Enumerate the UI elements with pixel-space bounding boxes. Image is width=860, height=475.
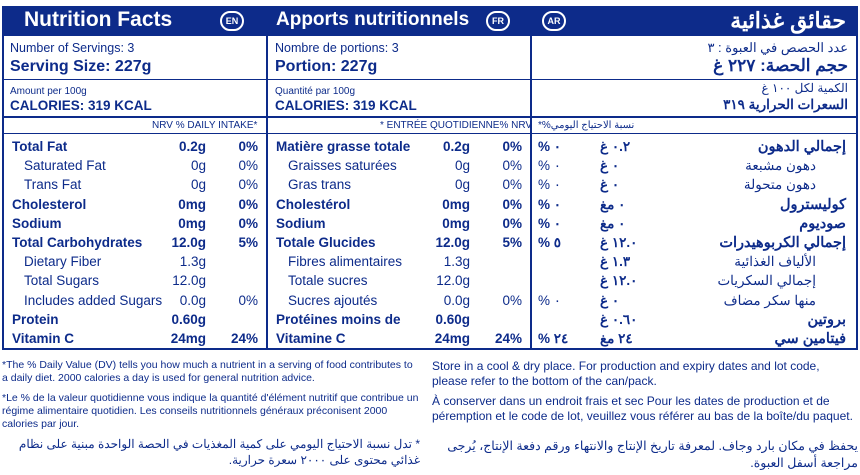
- ar-nutrient-name: صوديوم: [799, 215, 846, 232]
- en-nutrient-dv: 0%: [238, 215, 258, 231]
- ar-nutrient-amount: ١٢.٠ غ: [600, 273, 638, 289]
- storage-ar: يحفظ في مكان بارد وجاف. لمعرفة تاريخ الإنتاج والانتهاء ورقم دفعة الإنتاج، يُرجى مراجعة أسفل العبوة.: [447, 439, 858, 470]
- en-nutrient-name: Cholesterol: [12, 196, 87, 212]
- en-nutrient-name: Saturated Fat: [24, 158, 106, 174]
- ar-nutrient-amount: ٠ غ: [600, 292, 620, 308]
- ar-nutrient-dv: ٠ %: [538, 158, 562, 174]
- fr-nutrient-row: [268, 253, 530, 271]
- ar-nutrient-row: [532, 330, 856, 348]
- fr-footnote: *Le % de la valeur quotidienne vous indique la quantité d'élément nutritif que contribue un régime alimentaire quotidien. Les conseils nutritionnels généraux préconisent 2000 calories par jour.: [2, 392, 419, 430]
- en-nutrient-amount: 1.3g: [179, 254, 206, 270]
- ar-nutrient-row: [532, 311, 856, 329]
- ar-nutrient-name: الألياف الغذائية: [734, 254, 816, 270]
- fr-header: [268, 6, 530, 36]
- ar-nutrient-name: دهون مشبعة: [745, 158, 816, 174]
- fr-badge: FR: [486, 11, 510, 31]
- storage-fr: À conserver dans un endroit frais et sec Pour les dates de production et de péremption et le code de lot, veuillez vous référer au bas de la boîte/du paquet.: [432, 394, 853, 423]
- en-nutrient-name: Trans Fat: [24, 177, 82, 193]
- ar-nutrient-row: [532, 176, 856, 194]
- en-nutrient-row: [4, 311, 266, 329]
- fr-nutrient-dv: 0%: [502, 292, 522, 308]
- fr-nutrient-row: [268, 215, 530, 233]
- ar-nutrient-row: [532, 292, 856, 310]
- en-nutrient-name: Total Sugars: [24, 273, 100, 289]
- en-nutrient-dv: 0%: [238, 177, 258, 193]
- fr-nutrient-amount: 0mg: [442, 196, 470, 212]
- ar-nutrient-dv: ٠ %: [538, 139, 562, 154]
- en-amount-per: Amount per 100g: [10, 86, 87, 97]
- ar-nutrient-amount: ٠ غ: [600, 177, 620, 193]
- ar-dv-header: نسبة الاحتياج اليومي%*: [538, 120, 635, 131]
- en-servings: Number of Servings: 3: [10, 41, 135, 55]
- fr-nutrient-dv: 0%: [502, 177, 522, 193]
- en-nutrient-row: [4, 253, 266, 271]
- en-nutrient-row: [4, 196, 266, 214]
- ar-nutrient-name: إجمالي الدهون: [757, 139, 846, 155]
- serving-line: [2, 79, 858, 80]
- fr-nutrient-row: [268, 176, 530, 194]
- fr-nutrient-name: Vitamine C: [276, 331, 346, 346]
- ar-nutrient-name: إجمالي الكربوهيدرات: [719, 235, 846, 251]
- en-nutrient-name: Protein: [12, 311, 59, 327]
- en-nutrient-amount: 0.60g: [171, 311, 206, 327]
- en-nutrient-row: [4, 138, 266, 156]
- fr-nutrient-name: Graisses saturées: [288, 158, 397, 174]
- fr-nutrient-amount: 12.0g: [435, 235, 470, 250]
- en-nutrient-dv: 24%: [230, 331, 258, 346]
- fr-nutrient-name: Totale Glucides: [276, 235, 376, 250]
- ar-title: حقائق غذائية: [730, 8, 846, 33]
- storage-en: Store in a cool & dry place. For production and expiry dates and lot code, please refer to the bottom of the can/pack.: [432, 359, 820, 388]
- fr-servings: Nombre de portions: 3: [275, 41, 399, 55]
- fr-nutrient-row: [268, 292, 530, 310]
- divider-right: [856, 6, 858, 350]
- ar-nutrient-row: [532, 157, 856, 175]
- ar-nutrient-amount: ٠.٢ غ: [600, 139, 631, 154]
- ar-nutrient-amount: ٠ غ: [600, 158, 620, 174]
- fr-serving-size: Portion: 227g: [275, 58, 378, 75]
- fr-nutrient-row: [268, 157, 530, 175]
- en-footnote: *The % Daily Value (DV) tells you how much a nutrient in a serving of food contributes to a daily diet. 2000 calories a day is used for general nutrition advice.: [2, 359, 413, 384]
- en-nutrient-row: [4, 292, 266, 310]
- ar-calories: السعرات الحرارية ٣١٩: [723, 97, 848, 112]
- fr-nutrient-name: Totale sucres: [288, 273, 368, 289]
- fr-nutrient-amount: 24mg: [434, 331, 470, 346]
- en-nutrient-amount: 12.0g: [172, 273, 206, 289]
- en-header: [2, 6, 266, 36]
- ar-serving-size: حجم الحصة: ٢٢٧ غ: [713, 56, 848, 75]
- en-nutrient-name: Sodium: [12, 215, 62, 231]
- ar-nutrient-amount: ٠ مغ: [600, 215, 626, 231]
- en-nutrient-row: [4, 234, 266, 252]
- ar-nutrient-row: [532, 272, 856, 290]
- ar-nutrient-name: إجمالي السكريات: [717, 273, 816, 289]
- ar-nutrient-name: منها سكر مضاف: [723, 292, 816, 308]
- ar-nutrient-dv: ٠ %: [538, 292, 562, 308]
- ar-nutrient-dv: ٠ %: [538, 215, 562, 231]
- en-nutrient-amount: 0.0g: [179, 292, 206, 308]
- ar-nutrient-amount: ٢٤ مغ: [600, 331, 633, 346]
- en-nutrient-dv: 5%: [238, 235, 258, 250]
- fr-nutrient-row: [268, 272, 530, 290]
- fr-nutrient-dv: 0%: [502, 139, 522, 154]
- en-nutrient-name: Includes added Sugars: [24, 292, 163, 308]
- fr-amount-per: Quantité par 100g: [275, 86, 356, 97]
- ar-nutrient-amount: ٠ مغ: [600, 196, 626, 212]
- en-nutrient-amount: 24mg: [170, 331, 206, 346]
- ar-nutrient-amount: ١٢.٠ غ: [600, 235, 638, 250]
- fr-nutrient-name: Cholestérol: [276, 196, 351, 212]
- en-dv-header: NRV % DAILY INTAKE*: [152, 120, 258, 131]
- ar-footnote: * تدل نسبة الاحتياج اليومي على كمية المغذيات في الحصة الواحدة مبنية على نظام غذائي محتوى على ٢٠٠٠ سعرة حرارية.: [18, 437, 420, 467]
- en-nutrient-dv: 0%: [238, 292, 258, 308]
- ar-nutrient-name: كوليسترول: [779, 196, 846, 213]
- fr-nutrient-amount: 0g: [454, 158, 470, 174]
- ar-nutrient-name: بروتين: [807, 311, 846, 328]
- ar-nutrient-amount: ١.٣ غ: [600, 254, 631, 270]
- en-nutrient-amount: 0.2g: [178, 139, 206, 154]
- fr-nutrient-dv: 0%: [502, 215, 522, 231]
- ar-nutrient-dv: ٠ %: [538, 177, 562, 193]
- fr-dv-header: * ENTRÉE QUOTIDIENNE% NRV: [380, 120, 533, 131]
- en-nutrient-amount: 0g: [190, 158, 206, 174]
- en-nutrient-row: [4, 157, 266, 175]
- en-title: Nutrition Facts: [24, 8, 173, 31]
- en-nutrient-name: Vitamin C: [12, 331, 75, 346]
- en-nutrient-row: [4, 330, 266, 348]
- fr-nutrient-amount: 0g: [454, 177, 470, 193]
- fr-nutrient-row: [268, 330, 530, 348]
- fr-nutrient-name: Sodium: [276, 215, 326, 231]
- fr-nutrient-amount: 0mg: [442, 215, 470, 231]
- en-nutrient-dv: 0%: [238, 139, 258, 154]
- ar-amount-per: الكمية لكل ١٠٠ غ: [761, 81, 848, 95]
- en-calories: CALORIES: 319 KCAL: [10, 98, 152, 113]
- en-nutrient-amount: 12.0g: [171, 235, 206, 250]
- fr-nutrient-name: Fibres alimentaires: [288, 254, 403, 270]
- ar-nutrient-row: [532, 215, 856, 233]
- ar-nutrient-row: [532, 253, 856, 271]
- ar-badge: AR: [542, 11, 566, 31]
- ar-nutrient-name: دهون متحولة: [743, 177, 816, 193]
- en-nutrient-name: Dietary Fiber: [24, 254, 102, 270]
- en-serving-size: Serving Size: 227g: [10, 58, 152, 75]
- en-nutrient-name: Total Carbohydrates: [12, 235, 143, 250]
- fr-nutrient-amount: 0.2g: [442, 139, 470, 154]
- outer-bottom: [2, 348, 858, 350]
- fr-nutrient-dv: 5%: [502, 235, 522, 250]
- fr-nutrient-name: Sucres ajoutés: [288, 292, 378, 308]
- ar-nutrient-dv: ٢٤ %: [538, 331, 569, 346]
- ar-nutrient-dv: ٠ %: [538, 196, 562, 212]
- en-nutrient-row: [4, 176, 266, 194]
- en-nutrient-amount: 0g: [190, 177, 206, 193]
- en-nutrient-row: [4, 215, 266, 233]
- ar-nutrient-dv: ٥ %: [538, 235, 562, 250]
- ar-nutrient-row: [532, 196, 856, 214]
- ar-nutrient-amount: ٠.٦٠ غ: [600, 311, 638, 327]
- fr-nutrient-dv: 0%: [502, 196, 522, 212]
- fr-nutrient-amount: 1.3g: [443, 254, 470, 270]
- ar-nutrient-row: [532, 138, 856, 156]
- fr-nutrient-dv: 0%: [502, 158, 522, 174]
- en-nutrient-name: Total Fat: [12, 139, 68, 154]
- fr-nutrient-amount: 12.0g: [436, 273, 470, 289]
- ar-nutrient-name: فيتامين سي: [774, 331, 846, 347]
- fr-nutrient-name: Protéines moins de: [276, 311, 401, 327]
- fr-nutrient-row: [268, 138, 530, 156]
- fr-nutrient-row: [268, 196, 530, 214]
- fr-nutrient-row: [268, 311, 530, 329]
- en-nutrient-row: [4, 272, 266, 290]
- en-nutrient-dv: 0%: [238, 158, 258, 174]
- en-nutrient-amount: 0mg: [178, 196, 206, 212]
- fr-nutrient-name: Gras trans: [288, 177, 352, 193]
- en-nutrient-dv: 0%: [238, 196, 258, 212]
- en-badge: EN: [220, 11, 244, 31]
- fr-calories: CALORIES: 319 KCAL: [275, 98, 417, 113]
- fr-nutrient-amount: 0.0g: [443, 292, 470, 308]
- fr-nutrient-row: [268, 234, 530, 252]
- fr-title: Apports nutritionnels: [276, 9, 470, 30]
- ar-nutrient-row: [532, 234, 856, 252]
- ar-header: [532, 6, 858, 36]
- ar-servings: عدد الحصص في العبوة : ٣: [707, 40, 848, 55]
- fr-nutrient-name: Matière grasse totale: [276, 139, 411, 154]
- fr-nutrient-dv: 24%: [494, 331, 522, 346]
- fr-nutrient-amount: 0.60g: [435, 311, 470, 327]
- en-nutrient-amount: 0mg: [178, 215, 206, 231]
